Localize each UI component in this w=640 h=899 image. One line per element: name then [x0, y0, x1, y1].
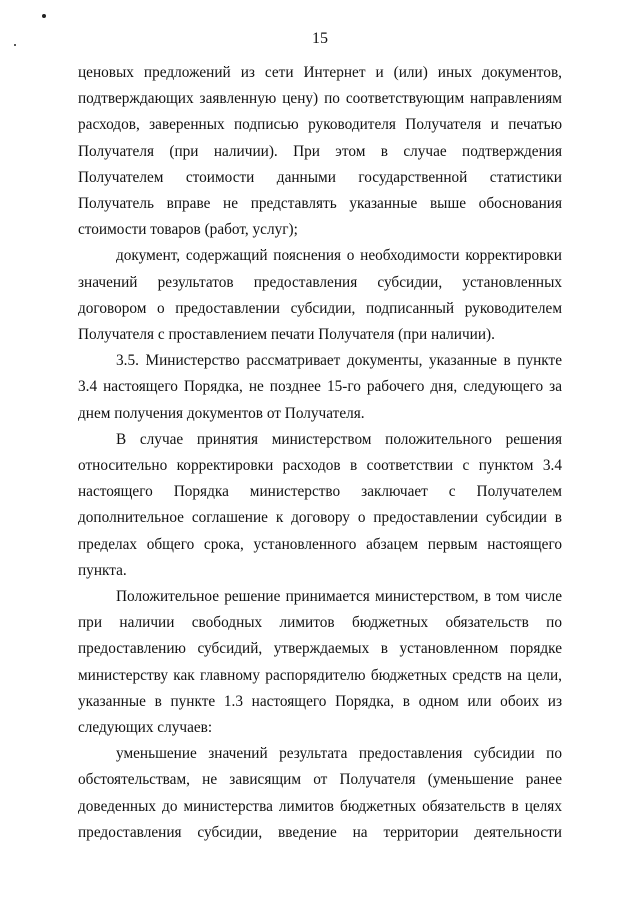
- page-number: 15: [312, 30, 328, 47]
- scan-artifact-dot: [42, 14, 46, 18]
- paragraph-decrease-values: уменьшение значений результата предоставления субсидии по обстоятельствам, не зависящим от Получателя (уменьшение ранее доведенных до министерства лимитов бюджетных обязательств в целях предоставления субсидии, введение на территории деятельности: [78, 745, 562, 841]
- paragraph-continuation: ценовых предложений из сети Интернет и (или) иных документов, подтверждающих заявленную цену) по соответствующим направлениям расходов, заверенных подписью руководителя Получателя и печатью Получателя (при наличии). При этом в случае подтверждения Получателем стоимости данными государственной статистики Получатель вправе не представлять указанные выше обоснования стоимости товаров (работ, услуг);: [78, 64, 562, 239]
- paragraph-document-explanation: документ, содержащий пояснения о необходимости корректировки значений результатов предоставления субсидии, установленных договором о предоставлении субсидии, подписанный руководителем Получателя с проставлением печати Получателя (при наличии).: [78, 247, 562, 344]
- paragraph-positive-decision-conditions: Положительное решение принимается министерством, в том числе при наличии свободных лимитов бюджетных обязательств по предоставлению субсидий, утверждаемых в установленном порядке министерству как главному распорядителю бюджетных средств на цели, указанные в пункте 1.3 настоящего Порядка, в одном или обоих из следующих случаев:: [78, 588, 562, 737]
- document-body: [78, 60, 562, 846]
- paragraph-3-5: 3.5. Министерство рассматривает документы, указанные в пункте 3.4 настоящего Порядка, не позднее 15-го рабочего дня, следующего за днем получения документов от Получателя.: [78, 352, 562, 422]
- paragraph-positive-decision-case: В случае принятия министерством положительного решения относительно корректировки расходов в соответствии с пунктом 3.4 настоящего Порядка министерство заключает с Получателем дополнительное соглашение к договору о предоставлении субсидии в пределах общего срока, установленного абзацем первым настоящего пункта.: [78, 430, 562, 579]
